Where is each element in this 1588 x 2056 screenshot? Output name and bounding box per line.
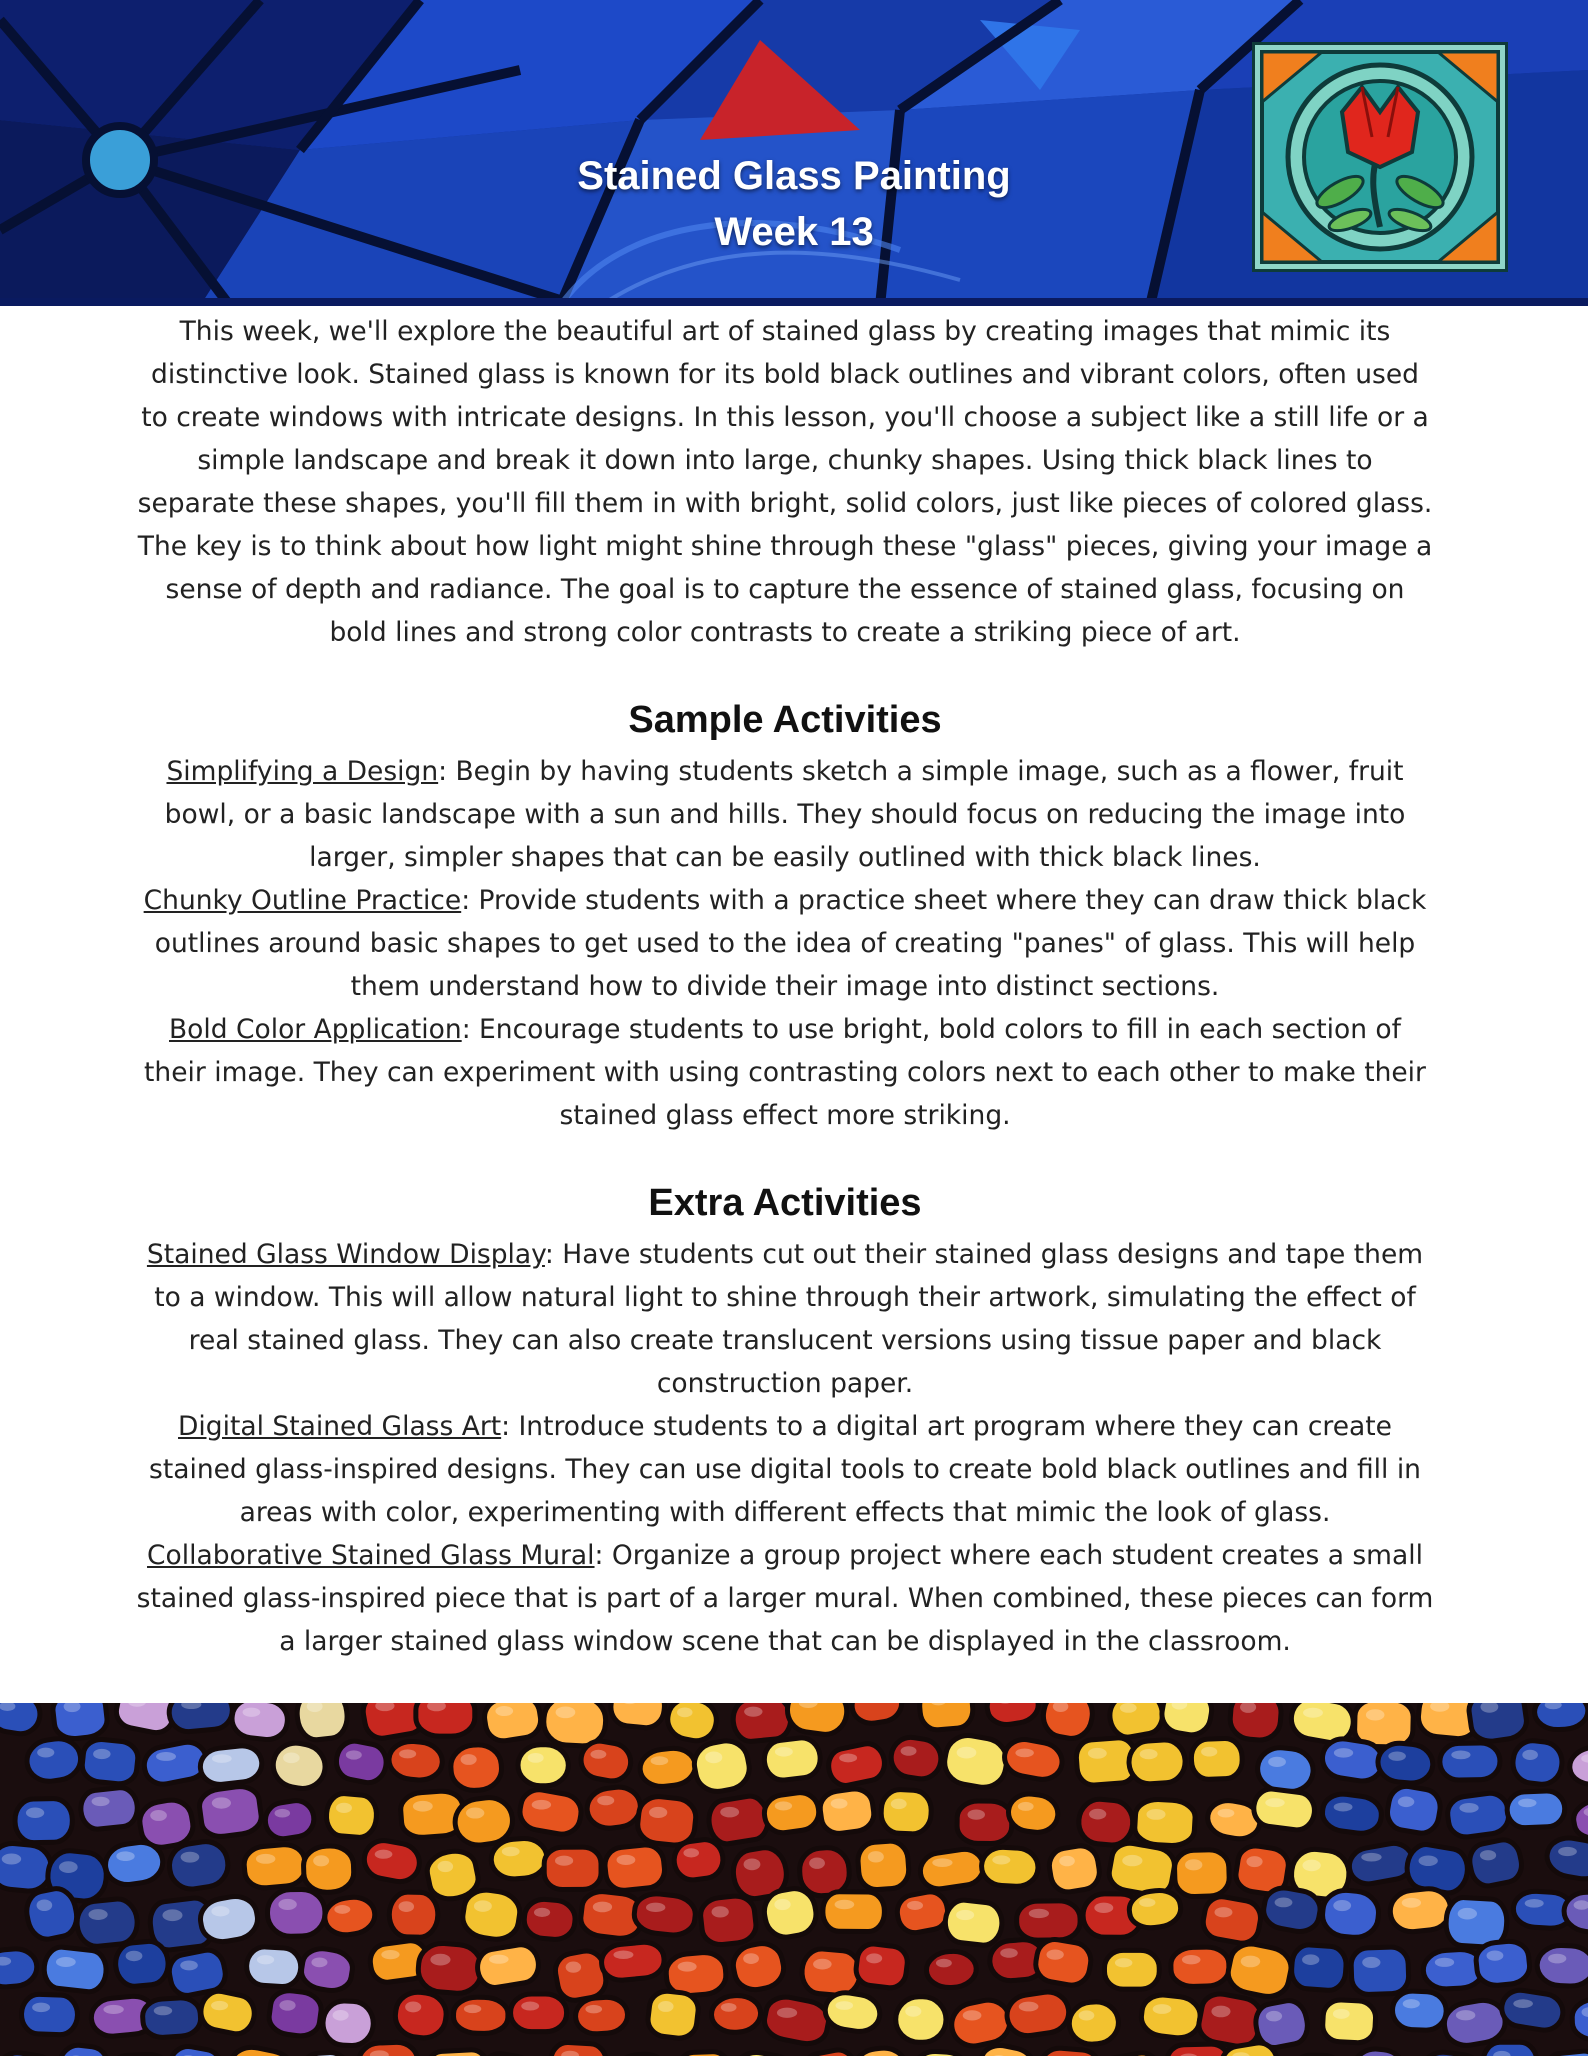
glass-highlight	[968, 1810, 985, 1820]
glass-pebble	[888, 1735, 943, 1782]
glass-highlight	[399, 1749, 416, 1758]
activity-description: : Encourage students to use bright, bold colors to fill in each section of their image. They can experiment with using contrasting colors next to each other to make their stained glass effect more striking.	[144, 1014, 1426, 1131]
glass-highlight	[243, 1708, 261, 1717]
glass-pebble	[303, 1845, 354, 1893]
glass-pebble	[1322, 1999, 1376, 2043]
glass-highlight	[1302, 1860, 1320, 1872]
glass-pebble	[1321, 1888, 1381, 1939]
glass-pebble	[918, 1703, 974, 1731]
glass-highlight	[430, 1954, 450, 1966]
footer-mosaic-art	[0, 1703, 1588, 2056]
glass-highlight	[744, 1707, 762, 1717]
glass-pebble	[638, 1746, 697, 1789]
glass-highlight	[774, 1899, 790, 1910]
glass-pebble	[1439, 1743, 1500, 1781]
glass-highlight	[56, 1957, 76, 1967]
glass-pebble	[1290, 1944, 1347, 1992]
glass-pebble	[1467, 1837, 1525, 1889]
glass-highlight	[866, 1953, 882, 1963]
glass-highlight	[399, 1901, 415, 1912]
glass-pebble	[490, 1837, 549, 1881]
glass-pebble	[1167, 2044, 1229, 2056]
glass-highlight	[712, 1906, 729, 1917]
glass-highlight	[181, 1852, 200, 1863]
glass-highlight	[721, 2003, 737, 2012]
glass-pebble	[699, 1894, 758, 1946]
glass-highlight	[1120, 1703, 1137, 1713]
glass-highlight	[1333, 1900, 1351, 1911]
glass-highlight	[489, 1955, 509, 1964]
glass-pebble	[896, 1997, 947, 2043]
glass-highlight	[212, 1797, 231, 1808]
glass-pebble	[114, 1940, 170, 1988]
glass-highlight	[868, 1851, 884, 1862]
glass-highlight	[2, 1853, 21, 1864]
glass-pebble	[416, 1703, 475, 1736]
glass-highlight	[461, 1754, 477, 1765]
extra-activity-item	[135, 1534, 1435, 1663]
glass-pebble	[322, 2000, 374, 2046]
glass-pebble	[198, 1784, 264, 1839]
glass-pebble	[1191, 1738, 1243, 1780]
glass-highlight	[1139, 1898, 1155, 1907]
glass-highlight	[150, 1810, 167, 1821]
glass-highlight	[775, 1747, 793, 1757]
glass-highlight	[283, 1753, 300, 1764]
glass-pebble	[1536, 1945, 1588, 1987]
glass-highlight	[1046, 1950, 1063, 1960]
glass-highlight	[613, 1950, 633, 1959]
glass-highlight	[590, 1750, 606, 1759]
glass-highlight	[534, 1908, 550, 1917]
header-banner	[0, 0, 1588, 306]
glass-pebble	[389, 1892, 439, 1938]
glass-highlight	[1079, 2010, 1095, 2020]
glass-pebble	[857, 1840, 910, 1891]
glass-highlight	[905, 2006, 921, 2017]
glass-highlight	[278, 1899, 296, 1910]
glass-highlight	[474, 1900, 492, 1911]
glass-highlight	[162, 1909, 182, 1921]
glass-highlight	[1548, 1954, 1566, 1964]
glass-highlight	[211, 2001, 228, 2010]
glass-highlight	[212, 1754, 232, 1763]
glass-pebble	[51, 1703, 109, 1741]
glass-pebble	[168, 1703, 234, 1733]
glass-highlight	[1333, 2009, 1350, 2019]
glass-pebble	[1033, 1937, 1094, 1988]
glass-highlight	[597, 1796, 614, 1806]
glass-highlight	[1487, 1950, 1504, 1960]
glass-pebble	[894, 1889, 950, 1935]
glass-pebble	[449, 1743, 502, 1792]
activity-description: : Organize a group project where each student creates a small stained glass-inspired piece that is part of a larger mural. When combined, these pieces can form a larger stained glass window scene that can be displayed in the classroom.	[136, 1540, 1434, 1657]
glass-pebble	[523, 1898, 577, 1941]
glass-pebble	[1506, 1790, 1565, 1828]
glass-highlight	[116, 1851, 134, 1861]
glass-pebble	[574, 1996, 628, 2035]
glass-highlight	[593, 1902, 612, 1913]
glass-highlight	[1089, 1809, 1106, 1820]
glass-highlight	[1201, 1747, 1217, 1757]
glass-highlight	[1265, 1798, 1284, 1807]
glass-highlight	[279, 2000, 295, 2011]
glass-pebble	[198, 1744, 263, 1787]
glass-highlight	[1362, 1957, 1380, 1968]
glass-highlight	[336, 1803, 352, 1813]
glass-pebble	[1170, 1947, 1229, 1987]
glass-pebble	[1404, 1842, 1471, 1896]
glass-pebble	[460, 1887, 522, 1942]
glass-highlight	[992, 1855, 1010, 1864]
glass-pebble	[632, 1892, 697, 1938]
glass-pebble	[880, 1789, 932, 1835]
glass-highlight	[334, 1905, 350, 1914]
activity-name: Digital Stained Glass Art	[178, 1411, 502, 1442]
glass-highlight	[1140, 1749, 1158, 1759]
glass-pebble	[263, 1798, 317, 1841]
glass-highlight	[1275, 1898, 1293, 1908]
glass-highlight	[1000, 1948, 1018, 1958]
glass-highlight	[405, 2002, 421, 2013]
glass-pebble	[417, 1942, 484, 1995]
glass-highlight	[646, 1903, 665, 1912]
glass-highlight	[256, 1854, 275, 1864]
glass-pebble	[1047, 1843, 1102, 1894]
glass-highlight	[777, 2008, 797, 2018]
glass-pebble	[243, 1843, 307, 1889]
glass-highlight	[1558, 1847, 1577, 1856]
glass-highlight	[1366, 1709, 1385, 1720]
glass-pebble	[325, 1792, 378, 1838]
glass-pebble	[1174, 1849, 1230, 1897]
glass-pebble	[267, 1889, 325, 1936]
activity-description: : Provide students with a practice sheet where they can draw thick black outlines around basic shapes to get used to the idea of creating "panes" of glass. This will help them understand how to divide their image into distinct sections.	[154, 885, 1427, 1002]
glass-highlight	[156, 1752, 176, 1761]
glass-highlight	[59, 1861, 78, 1873]
glass-pebble	[762, 1736, 822, 1782]
glass-highlight	[1302, 1954, 1319, 1965]
extra-activities-heading: Extra Activities	[648, 1182, 922, 1224]
glass-highlight	[502, 1847, 520, 1857]
glass-highlight	[775, 1801, 792, 1810]
glass-highlight	[93, 1749, 110, 1759]
glass-pebble	[1534, 1703, 1588, 1731]
intro-paragraph: This week, we'll explore the beautiful art of stained glass by creating images that mimic its distinctive look. Stained glass is known for its bold black outlines and vibrant colors, often used to create windows with intricate designs. In this lesson, you'll choose a subject like a still life or a simple landscape and break it down into large, chunky shapes. Using thick black lines to separate these shapes, you'll fill them in with bright, solid colors, just like pieces of colored glass. The key is to think about how light might shine through these "glass" pieces, giving your image a sense of depth and radiance. The goal is to capture the essence of stained glass, focusing on bold lines and strong color contrasts to create a striking piece of art.	[137, 316, 1433, 648]
glass-pebble	[1483, 2042, 1538, 2056]
glass-highlight	[32, 2003, 50, 2012]
glass-highlight	[1303, 1708, 1323, 1718]
glass-highlight	[1419, 1855, 1438, 1866]
glass-pebble	[957, 1801, 1012, 1844]
glass-pebble	[267, 1988, 323, 2038]
glass-highlight	[1153, 2004, 1172, 2014]
glass-pebble	[818, 1787, 876, 1836]
glass-pebble	[544, 1847, 601, 1889]
glass-highlight	[126, 1951, 143, 1961]
glass-highlight	[677, 1707, 693, 1717]
glass-highlight	[1185, 1859, 1202, 1870]
glass-highlight	[555, 1856, 573, 1866]
glass-highlight	[809, 1857, 825, 1868]
glass-highlight	[1435, 1958, 1454, 1967]
activity-name: Stained Glass Window Display	[146, 1239, 545, 1270]
glass-pebble	[1252, 1787, 1317, 1832]
stained-glass-tulip-icon	[1252, 42, 1508, 272]
glass-pebble	[453, 1997, 508, 2034]
glass-highlight	[375, 1850, 393, 1859]
glass-pebble	[706, 1794, 771, 1847]
glass-pebble	[295, 1703, 350, 1742]
glass-highlight	[1388, 1752, 1406, 1761]
glass-highlight	[585, 2005, 602, 2014]
glass-highlight	[1214, 1907, 1232, 1917]
glass-pebble	[1068, 2000, 1120, 2046]
glass-pebble	[1006, 1792, 1060, 1835]
glass-pebble	[762, 1790, 821, 1835]
glass-highlight	[743, 1953, 759, 1964]
glass-pebble	[1351, 1947, 1409, 1995]
glass-pebble	[943, 1898, 1004, 1947]
glass-highlight	[891, 1799, 907, 1809]
glass-pebble	[511, 1994, 567, 2032]
extra-activity-item	[135, 1405, 1435, 1534]
glass-highlight	[957, 1747, 977, 1759]
glass-highlight	[907, 1901, 923, 1910]
glass-pebble	[1385, 1784, 1443, 1836]
glass-highlight	[37, 1899, 53, 1911]
glass-pebble	[603, 1843, 666, 1892]
glass-highlight	[720, 1807, 739, 1817]
glass-highlight	[1268, 1757, 1286, 1767]
glass-highlight	[831, 1798, 848, 1808]
glass-highlight	[1146, 1809, 1165, 1820]
glass-highlight	[1403, 1999, 1420, 2008]
glass-highlight	[566, 1962, 581, 1973]
extra-activity-item	[135, 1233, 1435, 1405]
glass-pebble	[1392, 1990, 1447, 2030]
glass-highlight	[1402, 1898, 1421, 1908]
glass-pebble	[1128, 1739, 1187, 1785]
glass-highlight	[1266, 2011, 1282, 2022]
glass-highlight	[1334, 1803, 1353, 1812]
glass-pebble	[1256, 1746, 1315, 1794]
title-line-2: Week 13	[714, 210, 874, 254]
glass-highlight	[1361, 1853, 1381, 1862]
sample-activity-item	[135, 879, 1435, 1008]
glass-highlight	[1513, 1999, 1533, 2008]
glass-pebble	[42, 1945, 108, 1993]
glass-highlight	[1525, 1899, 1544, 1908]
glass-pebble	[731, 1703, 792, 1743]
glass-highlight	[836, 2001, 854, 2010]
glass-pebble	[672, 1837, 726, 1882]
glass-highlight	[956, 1910, 974, 1920]
glass-pebble	[393, 1990, 449, 2041]
sample-activities-heading: Sample Activities	[628, 699, 942, 741]
glass-highlight	[180, 1960, 198, 1970]
glass-highlight	[1246, 1856, 1262, 1867]
glass-highlight	[1115, 1958, 1133, 1967]
glass-highlight	[521, 2002, 539, 2011]
glass-highlight	[705, 1752, 722, 1764]
glass-highlight	[37, 1748, 54, 1758]
glass-pebble	[15, 1798, 73, 1843]
glass-highlight	[466, 1808, 484, 1819]
activity-description: : Begin by having students sketch a simple image, such as a flower, fruit bowl, or a basic landscape with a sun and hills. They should focus on reducing the image into larger, simpler shapes that can be easily outlined with thick black lines.	[164, 756, 1406, 873]
glass-highlight	[92, 1797, 110, 1806]
glass-pebble	[636, 1795, 698, 1847]
glass-highlight	[1456, 2010, 1475, 2020]
glass-highlight	[26, 1808, 44, 1818]
glass-pebble	[142, 1997, 202, 2039]
glass-pebble	[0, 1841, 53, 1893]
glass-highlight	[464, 2005, 481, 2014]
glass-pebble	[823, 1892, 885, 1932]
glass-highlight	[333, 2010, 349, 2021]
stained-glass-mosaic-image	[0, 1703, 1588, 2056]
glass-highlight	[311, 1958, 327, 1968]
glass-highlight	[1019, 2002, 1039, 2012]
glass-highlight	[835, 1900, 855, 1909]
activity-description: : Have students cut out their stained glass designs and tape them to a window. This will allow natural light to shine through their artwork, simulating the effect of real stained glass. They can also create translucent versions using tissue paper and black construction paper.	[154, 1239, 1424, 1399]
glass-highlight	[678, 1962, 697, 1972]
glass-pebble	[710, 1994, 761, 2033]
glass-highlight	[963, 2010, 982, 2020]
glass-highlight	[1218, 1809, 1235, 1818]
sample-activity-item	[135, 750, 1435, 879]
glass-highlight	[413, 1801, 433, 1812]
activity-name: Chunky Outline Practice	[143, 885, 462, 916]
glass-highlight	[381, 1950, 399, 1959]
glass-highlight	[1398, 1797, 1414, 1808]
glass-highlight	[1458, 1908, 1477, 1920]
glass-highlight	[901, 1746, 917, 1756]
activity-description: : Introduce students to a digital art program where they can create stained glass-inspired designs. They can use digital tools to create bold black outlines and fill in areas with color, experimenting with different effects that mimic the look of glass.	[149, 1411, 1421, 1528]
activity-name: Simplifying a Design	[166, 756, 439, 787]
glass-highlight	[1459, 1803, 1478, 1813]
glass-highlight	[617, 1855, 636, 1865]
glass-highlight	[1088, 1748, 1107, 1759]
glass-highlight	[1211, 2006, 1230, 2018]
glass-pebble	[1134, 1798, 1196, 1847]
glass-highlight	[154, 2006, 172, 2015]
glass-highlight	[932, 1858, 952, 1867]
glass-pebble	[387, 1740, 443, 1782]
glass-pebble	[1511, 1739, 1565, 1787]
glass-highlight	[528, 1753, 544, 1763]
glass-highlight	[1334, 1748, 1353, 1757]
glass-highlight	[1182, 1955, 1201, 1964]
glass-highlight	[1029, 1909, 1049, 1918]
glass-highlight	[1480, 1850, 1496, 1860]
glass-highlight	[651, 1756, 669, 1765]
glass-pebble	[21, 1994, 78, 2035]
glass-highlight	[813, 1959, 832, 1970]
title-line-1: Stained Glass Painting	[577, 154, 1011, 198]
glass-pebble	[1016, 1901, 1080, 1941]
activity-name: Collaborative Stained Glass Mural	[147, 1540, 595, 1571]
glass-pebble	[981, 1846, 1039, 1887]
sample-activity-item	[135, 1008, 1435, 1137]
glass-pebble	[79, 1786, 139, 1831]
glass-highlight	[88, 1909, 107, 1920]
glass-pebble	[585, 1785, 643, 1831]
glass-highlight	[346, 1750, 362, 1759]
glass-highlight	[1518, 1799, 1536, 1808]
glass-highlight	[1522, 1750, 1538, 1760]
glass-highlight	[1018, 1802, 1034, 1811]
glass-pebble	[1104, 1950, 1159, 1989]
glass-highlight	[1015, 1748, 1034, 1757]
glass-pebble	[475, 1942, 541, 1990]
glass-highlight	[839, 1753, 857, 1762]
glass-highlight	[649, 1807, 667, 1818]
glass-pebble	[1474, 1939, 1531, 1987]
glass-highlight	[936, 1959, 952, 1968]
glass-pebble	[926, 1950, 977, 1988]
main-content	[135, 306, 1435, 1663]
glass-pebble	[246, 1946, 302, 1988]
glass-highlight	[437, 1861, 453, 1872]
glass-pebble	[75, 1897, 139, 1948]
glass-pebble	[646, 1989, 700, 2040]
glass-highlight	[1451, 1751, 1470, 1760]
glass-highlight	[313, 1855, 329, 1866]
glass-pebble	[800, 1948, 862, 1997]
glass-highlight	[103, 2005, 123, 2014]
glass-pebble	[1200, 1894, 1263, 1946]
glass-highlight	[1059, 1856, 1075, 1867]
glass-pebble	[1376, 1741, 1434, 1785]
glass-pebble	[600, 1940, 666, 1982]
glass-pebble	[1127, 1888, 1182, 1930]
glass-highlight	[275, 1809, 291, 1818]
glass-highlight	[1241, 1956, 1261, 1968]
glass-highlight	[211, 1906, 229, 1916]
activity-name: Bold Color Application	[169, 1014, 462, 1045]
glass-highlight	[683, 1848, 699, 1857]
glass-highlight	[556, 1706, 576, 1718]
glass-highlight	[1094, 1903, 1113, 1913]
glass-pebble	[1388, 1887, 1452, 1934]
glass-highlight	[257, 1955, 274, 1964]
glass-pebble	[518, 1744, 569, 1786]
glass-highlight	[532, 1800, 551, 1810]
glass-pebble	[854, 1942, 909, 1989]
glass-pebble	[1139, 1993, 1202, 2040]
glass-pebble	[1077, 1797, 1135, 1846]
glass-pebble	[230, 1703, 289, 1742]
glass-pebble	[1446, 1791, 1511, 1839]
glass-highlight	[1122, 1855, 1142, 1866]
glass-highlight	[495, 1706, 513, 1716]
glass-highlight	[658, 2001, 674, 2012]
glass-highlight	[744, 1858, 761, 1870]
glass-pebble	[81, 1738, 140, 1786]
